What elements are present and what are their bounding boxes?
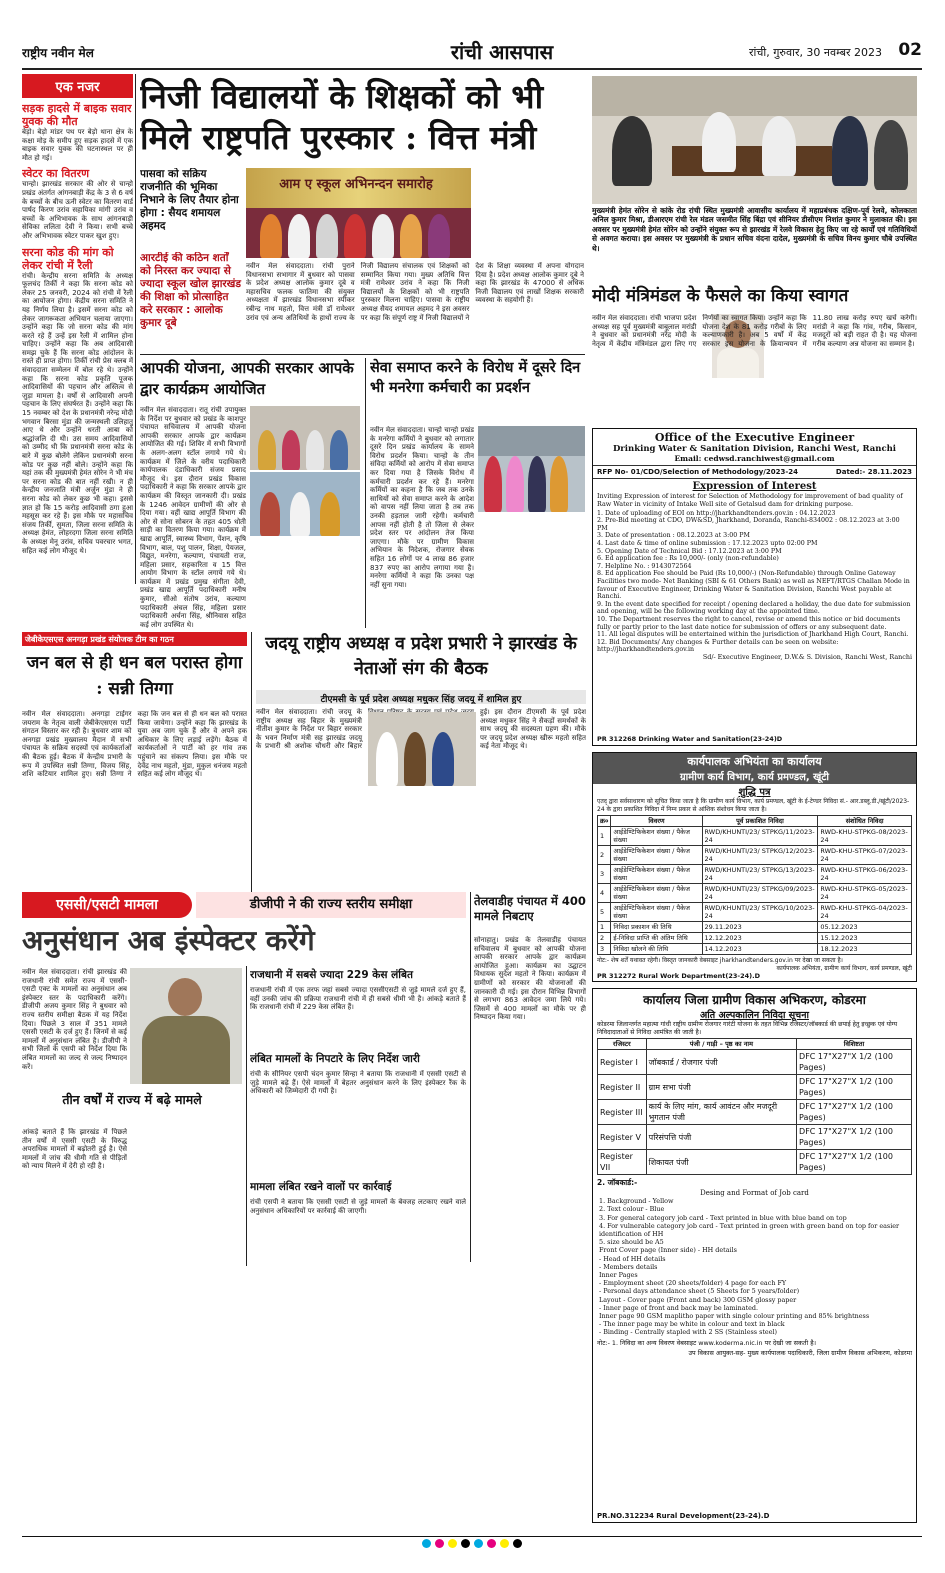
table-row — [598, 933, 912, 944]
koderma-spec-list — [593, 1197, 916, 1336]
table-cell: RWD-KHU-STPKG-07/2023-24 — [818, 846, 912, 865]
ad-item: 2. Pre-Bid meeting at CDO, DW&SD, Jharkhand, Doranda, Ranchi-834002 : 08.12.2023 at 3:00 PM — [597, 517, 900, 532]
table-cell: आईडेण्टिफिकेशन संख्या / पैकेज संख्या — [611, 903, 702, 922]
table-cell: Register VII — [598, 1150, 647, 1175]
table-cell: शिकायत पंजी — [646, 1150, 796, 1175]
sidebar-item — [22, 246, 133, 556]
ad-item: 9. In the event date specified for receipt / opening declared a holiday, the due date for submission and opening, will be the following working day at the appointed time. — [597, 600, 911, 616]
sidebar-item-title: सरना कोड की मांग को लेकर रांची में रैली — [22, 245, 114, 272]
ad-item: 5. Opening Date of Technical Bid : 17.12.2023 at 3:00 PM — [597, 547, 782, 555]
yojana-photo-2 — [250, 472, 360, 536]
khunti-signature: कार्यपालक अभियंता, ग्रामीण कार्य विभाग, कार्य प्रमण्डल, खूंटी — [776, 964, 912, 972]
sidebar-item-body: चान्हो। झारखंड सरकार की ओर से चान्हो प्रखंड अंतर्गत आंगनबाड़ी केंद्र के 3 से 6 वर्ष के बच्चों के बीच ऊनी स्वेटर का वितरण वार्ड पार्षद किरण उरांव सहायिका मांगी उरांव व बच्चों के अभिभावक के साथ आंगनबाड़ी सेविका ललिता देवी ने किया। सभी बच्चे और अभिभावक स्वेटर पाकर खुश हुए। — [22, 180, 133, 240]
scst-box-body: आंकड़े बताते हैं कि झारखंड में पिछले तीन वर्षों में एससी एसटी के विरुद्ध अपराधिक मामलों में बढ़ोतरी हुई है। ऐसे मामलों में जांच की धीमी गति से पीड़ितों को न्याय मिलने में देरी हो रही है। — [22, 1128, 127, 1171]
lead-body: नवीन मेल संवाददाता। रांची पुराने विधानसभा सभागार में बुधवार को पासवा के प्रदेश अध्यक्ष आलोक कुमार दूबे व महासचिव फलक फातिमा की संयुक्त अध्यक्षता में झारखंड विधानसभा स्पीकर रबीन्द्र नाथ महतो, वित्त मंत्री डॉ रामेश्वर उरांव एवं अन्य अतिथियों के हाथों राज्य के निजी विद्यालय संचालक एवं शिक्षकों को सम्मानित किया गया। मुख्य अतिथि वित्त मंत्री रामेश्वर उरांव ने कहा कि निजी विद्यालयों के शिक्षकों को भी राष्ट्रपति पुरस्कार मिलना चाहिए। पासवा के राष्ट्रीय अध्यक्ष सैयद शमायल अहमद ने इस अवसर पर कहा कि संपूर्ण राष्ट्र में निजी विद्यालयों ने देश के शिक्षा व्यवस्था में अपना योगदान दिया है। प्रदेश अध्यक्ष आलोक कुमार दूबे ने कहा कि झारखंड के 47000 से अधिक निजी विद्यालय एवं लाखों शिक्षक सरकारी व्यवस्था के सहयोगी हैं। — [246, 262, 584, 322]
lead-event-photo — [246, 168, 471, 258]
spec-item: - The inner page may be white in colour and text in black — [599, 1320, 785, 1329]
table-cell: RWD-KHU-STPKG-05/2023-24 — [818, 884, 912, 903]
banner-text: आम ए स्कूल अभिनन्दन समारोह — [279, 177, 433, 192]
khunti-subtitle: शुद्धि पत्र — [738, 787, 771, 798]
table-cell: DFC 17"X27"X 1/2 (100 Pages) — [797, 1150, 912, 1175]
koderma-pr-no: PR.NO.312234 Rural Development(23-24).D — [597, 1512, 770, 1520]
table-cell: Register V — [598, 1125, 647, 1150]
table-cell: निविदा प्रकाशन की तिथि — [611, 922, 702, 933]
spec-item: - Binding - Centrally stapled with 2 SS (Stainless steel) — [599, 1328, 778, 1337]
table-cell: आईडेण्टिफिकेशन संख्या / पैकेज संख्या — [611, 846, 702, 865]
table-header-cell: विवरण — [611, 816, 702, 827]
ad-item: 3. Date of presentation : 08.12.2023 at 3:00 PM — [597, 532, 750, 540]
masthead — [22, 38, 922, 66]
sidebar-rule — [135, 74, 136, 584]
spec-item: Front Cover page (Inner side) - HH details — [599, 1246, 737, 1255]
sidebar-item-body: रांची। केन्द्रीय सरना समिति के अध्यक्ष फूलचंद तिर्की ने कहा कि सरना कोड को लेकर 25 जनवरी, 2024 को रांची में रैली का आयोजन होगा। केंद्रीय सरना समिति ने यह निर्णय लिया है। इसमें सरना कोड को लेकर जागरूकता अभियान चलाया जाएगा। उन्होंने कहा कि जो सरना कोड की मांग करते रहे हैं उन्हें इस रैली में शामिल होना चाहिए। उन्होंने कहा कि अब आदिवासी समझ चुके हैं कि सरना कोड आंदोलन के रास्ते ही प्राप्त होगा। तिर्की रांची प्रेस क्लब में संवाददाता सम्मेलन में बोल रहे थे। उन्होंने कहा कि सरना कोड प्रकृति पूजक आदिवासियों की पहचान और अस्तित्व से जुड़ा मामला है। वर्षों से आदिवासी अपनी पहचान के लिए संघर्षरत हैं। उन्होंने कहा कि 15 नवम्बर को देश के प्रधानमंत्री नरेन्द्र मोदी भगवान बिरसा मुंडा की जन्मस्थली उलिहातु आए थे और उन्होंने धरती आबा को श्रद्धांजलि दी थी। उस समय आदिवासियों को उम्मीद थी कि प्रधानमंत्री सरना कोड के बारे में कुछ बोलेंगे लेकिन प्रधानमंत्री सरना कोड पर कुछ नहीं बोले। उन्होंने कहा कि यहां तक की मुख्यमंत्री हेमंत सोरेन ने भी मंच पर सरना कोड की बात नहीं रखी। न ही केन्द्रीय जनजाति मंत्री अर्जुन मुंडा ने ही सरना कोड को लेकर कुछ भी कहा। इससे ज्ञात हो कि 15 करोड़ आदिवासी ठगा हुआ महसूस कर रहे हैं। इस मौके पर महासचिव संजय तिर्की, सुमता, जिला सरना समिति के अध्यक्ष हेमंत, लोहरदगा जिला सरना समिति के अध्यक्ष मेनू उरांव, सचिव पवरचार भगत, सहित कई लोग मौजूद थे। — [22, 271, 133, 555]
table-cell: 18.12.2023 — [818, 944, 912, 955]
registration-dot — [461, 1539, 470, 1548]
table-cell: DFC 17"X27"X 1/2 (100 Pages) — [797, 1075, 912, 1100]
table-cell: 29.11.2023 — [702, 922, 818, 933]
modi-body: नवीन मेल संवाददाता। रांची भाजपा प्रदेश अध्यक्ष सह पूर्व मुख्यमंत्री बाबूलाल मरांडी ने बुधवार को प्रधानमंत्री नरेंद्र मोदी के नेतृत्व में केंद्रीय मंत्रिमंडल द्वारा लिए गए निर्णयों का स्वागत किया। उन्होंने कहा कि योजना देश के 81 करोड़ गरीबों के लिए कल्याणकारी है। अब 5 वर्षों में केंद्र सरकार इस योजना के क्रियान्वयन में 11.80 लाख करोड़ रुपए खर्च करेगी। मरांडी ने कहा कि गांव, गरीब, किसान, मजदूरों को बड़ी राहत दी है। यह योजना गरीब कल्याण अन्न योजना का सम्मान है। — [592, 314, 917, 348]
table-header-cell: रजिस्टर — [598, 1039, 647, 1050]
brand-logo: राष्ट्रीय नवीन मेल — [22, 46, 94, 60]
divider — [140, 354, 585, 355]
table-cell: 4 — [598, 884, 611, 903]
table-cell: Register II — [598, 1075, 647, 1100]
ad-signature: Sd/- Executive Engineer, D.W.& S. Division, Ranchi West, Ranchi — [702, 652, 912, 661]
jdu-meeting-photo — [368, 712, 476, 786]
scst-sub3-title: मामला लंबित रखने वालों पर कार्रवाई — [250, 1181, 392, 1193]
page-number: 02 — [898, 40, 922, 60]
table-cell: 3 — [598, 944, 611, 955]
table-header-cell: संशोधित निविदा — [818, 816, 912, 827]
table-row — [598, 1075, 912, 1100]
ad-drinking-water — [592, 428, 917, 746]
dgp-portrait — [130, 968, 242, 1084]
scst-sub3-body: रांची एसपी ने बताया कि एससी एसटी से जुड़े मामलों के बेवजह लटकाए रखने वाले अनुसंधान अधिकारियों पर कार्रवाई की जाएगी। — [250, 1198, 466, 1215]
scst-box-title: तीन वर्षों में राज्य में बढ़े मामले — [62, 1092, 202, 1107]
spec-item: - Personal days attendance sheet (5 Sheets for 5 years/folder) — [599, 1287, 800, 1296]
dateline: रांची, गुरुवार, 30 नवम्बर 2023 — [749, 46, 882, 59]
table-header-cell: विशिष्टता — [797, 1039, 912, 1050]
scst-body: नवीन मेल संवाददाता। रांची झारखंड की राजधानी रांची समेत राज्य में एससी-एसटी एक्ट के मामलों का अनुसंधान अब इंस्पेक्टर स्तर के पदाधिकारी करेंगे। डीजीपी अजय कुमार सिंह ने बुधवार को राज्य स्तरीय समीक्षा बैठक में यह निर्देश दिया। पिछले 3 साल में 351 मामले एससी एसटी के दर्ज हुए हैं। जिनमें से कई मामलों में अनुसंधान लंबित है। डीजीपी ने सभी जिलों के एसपी को निर्देश दिया कि लंबित मामलों का जल्द से जल्द निष्पादन करें। — [22, 968, 127, 1071]
section-title: रांची आसपास — [450, 40, 554, 64]
ad-item: 11. All legal disputes will be entertained within the jurisdiction of Jharkhand High Court, Ranchi. — [597, 631, 909, 639]
spec-item: - Employment sheet (20 sheets/folder) 4 page for each FY — [599, 1279, 787, 1288]
ad-pr-no: PR 312268 Drinking Water and Sanitation(23-24)D — [597, 735, 783, 743]
table-cell: निविदा खोलने की तिथि — [611, 944, 702, 955]
registration-dot — [474, 1539, 483, 1548]
yojana-body-col2 — [250, 540, 360, 628]
lead-pullquote-1: पासवा को सक्रिय राजनीति की भूमिका निभाने के लिए तैयार होना होगा : सैयद शमायल अहमद — [140, 168, 239, 232]
table-cell: RWD-KHU-STPKG-06/2023-24 — [818, 865, 912, 884]
table-cell: 1 — [598, 827, 611, 846]
lead-headline: निजी विद्यालयों के शिक्षकों को भी मिले राष्ट्रपति पुरस्कार : वित्त मंत्री — [140, 77, 544, 157]
table-cell: परिसंपत्ति पंजी — [646, 1125, 796, 1150]
sidebar-item — [22, 167, 133, 240]
table-cell: Register I — [598, 1050, 647, 1075]
spec-item: - Members details — [599, 1262, 658, 1271]
table-header-cell: पंजी / गाड़ी – पृष्ठ का नाम — [646, 1039, 796, 1050]
koderma-title: कार्यालय जिला ग्रामीण विकास अभिकरण, कोडरमा — [643, 993, 866, 1007]
spec-item: - Head of HH details — [599, 1254, 666, 1263]
registration-dot — [448, 1539, 457, 1548]
table-cell: ई-निविदा प्राप्ति की अंतिम तिथि — [611, 933, 702, 944]
table-cell: 2 — [598, 846, 611, 865]
table-cell: आईडेण्टिफिकेशन संख्या / पैकेज संख्या — [611, 827, 702, 846]
cm-photo-caption: मुख्यमंत्री हेमंत सोरेन से कांके रोड रांची स्थित मुख्यमंत्री आवासीय कार्यालय में महाप्रबंधक दक्षिण-पूर्व रेलवे, कोलकाता अनिल कुमार मिश्रा, डीआरएम रांची रेल मंडल जसमीत सिंह बिंद्रा एवं सीनियर डीसीएम निशांत कुमार ने मुलाकात की। इस अवसर पर मुख्यमंत्री हेमंत सोरेन को उन्होंने संयुक्त रूप से झारखंड में रेलवे विकास हेतु किए जा रहे कार्यों एवं गतिविधियों से अवगत कराया। इस अवसर पर मुख्यमंत्री के प्रधान सचिव वंदना दादेल, मुख्यमंत्री के सचिव विनय कुमार चौबे उपस्थित थे। — [592, 206, 917, 253]
table-header-cell: क्र० — [598, 816, 611, 827]
spec-item: 5. size should be A5 — [599, 1238, 664, 1247]
table-header-cell: पूर्व प्रकाशित निविदा — [702, 816, 818, 827]
divider — [470, 892, 471, 1262]
ad-email: Email: cedwsd.ranchiwest@gmail.com — [674, 454, 835, 463]
mnrega-body-col2 — [478, 516, 585, 628]
table-cell: कार्य के लिए मांग, कार्य आवंटन और मजदूरी भुगतान पंजी — [646, 1100, 796, 1125]
registration-dot — [435, 1539, 444, 1548]
table-row — [598, 903, 912, 922]
table-cell: 5 — [598, 903, 611, 922]
tigga-body: नवीन मेल संवाददाता। अनगड़ा टाईगर जयराम के नेतृत्व वाली जेबीकेएसएस पार्टी संगठन विस्तार कर रही है। बुधवार शाम को अनगड़ा प्रखंड मुख्यालय मैदान में सभी पंचायत के सक्रिय सदस्यों एवं कार्यकर्ताओं की बैठक हुई। बैठक में केन्द्रीय प्रभारी के रूप में उपस्थित सन्नी तिग्गा, विजय सिंह, शशि कटियार शामिल हुए। सन्नी तिग्गा ने कहा कि जन बल से ही धन बल को परास्त किया जायेगा। उन्होंने कहा कि झारखंड के युवा अब जाग चुके हैं और वे अपने हक अधिकार के लिए लड़ाई लड़ेंगे। बैठक में कार्यकर्ताओं ने पार्टी को हर गांव तक पहुंचाने का संकल्प लिया। इस मौके पर देवेंद्र नाथ महतो, मुंडा, मुकुल धनंजय महतो सहित कई लोग मौजूद थे। — [22, 710, 247, 779]
spec-item: 3. For general category job card - Text printed in blue with blue band on top — [599, 1213, 847, 1222]
sidebar-heading: एक नजर — [22, 74, 133, 98]
ad-item-list — [593, 510, 916, 654]
table-cell: आईडेण्टिफिकेशन संख्या / पैकेज संख्या — [611, 884, 702, 903]
koderma-footer-note: नोट:- 1. निविदा का अन्य विवरण वेबसाइट www.koderma.nic.in पर देखी जा सकती है। — [597, 1338, 817, 1347]
table-row — [598, 865, 912, 884]
table-cell: 12.12.2023 — [702, 933, 818, 944]
table-cell: 1 — [598, 922, 611, 933]
table-cell: Register III — [598, 1100, 647, 1125]
jdu-body: नवीन मेल संवाददाता। रांची जदयू के राष्ट्रीय अध्यक्ष सह बिहार के मुख्यमंत्री नीतीश कुमार के निर्देश पर बिहार सरकार के भवन निर्माण मंत्री सह झारखंड जदयू के प्रभारी श्री अशोक चौधरी और बिहार हुई। इस दौरान टीएमसी के पूर्व प्रदेश अध्यक्ष मधुकर सिंह ने सैकड़ों समर्थकों के साथ जदयू की सदस्यता ग्रहण की। मौके पर जदयू प्रदेश अध्यक्ष खीरू महतो सहित कई नेता मौजूद थे। — [256, 708, 586, 751]
table-cell: RWD/KHUNTI/23/ STPKG/13/2023-24 — [702, 865, 818, 884]
registration-dot — [500, 1539, 509, 1548]
tigga-kicker: जेबीकेएसएस अनगड़ा प्रखंड संयोजक टीम का गठन — [22, 632, 247, 646]
ad-item: 4. Last date & time of online submission : 17.12.2023 upto 02:00 PM — [597, 539, 818, 547]
koderma-jobcard-label: 2. जॉबकार्ड:- — [597, 1178, 638, 1188]
table-cell: 2 — [598, 933, 611, 944]
ad-division: Drinking Water & Sanitation Division, Ranchi West, Ranchi — [612, 444, 897, 454]
spec-item: Inner page 90 GSM maplitho paper with single colour printing and 85% brightness — [599, 1312, 870, 1321]
khunti-pr-no: PR 312272 Rural Work Department(23-24).D — [597, 972, 761, 980]
table-row — [598, 922, 912, 933]
jdu-headline: जदयू राष्ट्रीय अध्यक्ष व प्रदेश प्रभारी ने झारखंड के नेताओं संग की बैठक — [265, 634, 577, 679]
spec-item: 4. For vulnerable category job card - Text printed in green with green band on top for easier identification of HH — [599, 1221, 900, 1238]
sidebar-item-title: सड़क हादसे में बाइक सवार युवक की मौत — [22, 102, 132, 128]
table-cell: 3 — [598, 865, 611, 884]
koderma-table — [597, 1038, 912, 1175]
table-row — [598, 1050, 912, 1075]
table-row — [598, 827, 912, 846]
scst-sub1-body: राजधानी रांची में एक तरफ जहां सबसे ज्यादा एससीएसटी से जुड़े मामले दर्ज हुए हैं, वहीं उनकी जांच की प्रक्रिया राजधानी रांची में ही सबसे धीमी भी है। आंकड़े बताते हैं कि राजधानी रांची में 229 केस लंबित हैं। — [250, 986, 466, 1012]
spec-item: 2. Text colour - Blue — [599, 1205, 665, 1214]
table-cell: RWD/KHUNTI/23/ STPKG/11/2023-24 — [702, 827, 818, 846]
ad-office: Office of the Executive Engineer — [654, 431, 855, 444]
table-row — [598, 1150, 912, 1175]
koderma-intro: कोडरमा जिलान्तर्गत महात्मा गांधी राष्ट्रीय ग्रामीण रोजगार गारंटी योजना के तहत विभिन्न रजिस्टर/जॉबकार्ड की छपाई हेतु इच्छुक एवं योग्य निविदादाताओं से निविदा आमंत्रित की जाती है। — [597, 1021, 898, 1036]
registration-dot — [422, 1539, 431, 1548]
teltwadih-body: सोनाहातु। प्रखंड के तेलवाडीह पंचायत सचिवालय में बुधवार को आपकी योजना आपकी सरकार आपके द्वार कार्यक्रम आयोजित हुआ। कार्यक्रम का उद्घाटन विधायक सुदेश महतो ने किया। कार्यक्रम में ग्रामीणों को सरकार की योजनाओं की जानकारी दी गई। इस दौरान विभिन्न विभागों से लगभग 863 आवेदन जमा लिये गये। जिसमें से 400 मामलों का मौके पर ही निष्पादन किया गया। — [474, 936, 586, 1022]
koderma-subtitle: अति अल्पकालिन निविदा सूचना — [700, 1010, 809, 1021]
ad-item: 6. Ed application fee : Rs 10,000/- (only (non-refundable) — [597, 555, 779, 563]
divider — [251, 632, 252, 892]
table-cell: 15.12.2023 — [818, 933, 912, 944]
teltwadih-headline: तेलवाडीह पंचायत में 400 मामले निबटाए — [474, 894, 586, 923]
jdu-subhead: टीएमसी के पूर्व प्रदेश अध्यक्ष मधुकर सिंह जदयू में शामिल हुए — [256, 690, 586, 704]
table-cell: DFC 17"X27"X 1/2 (100 Pages) — [797, 1125, 912, 1150]
ad-item: 10. The Department reserves the right to cancel, revise or amend this notice or bid documents fully or partly prior to the last date notice for submission of offers or any subsequent date. — [597, 615, 901, 631]
scst-sub2-body: रांची के सीनियर एसपी चंदन कुमार सिन्हा ने बताया कि राजधानी में एससी एसटी से जुड़े मामले बढ़े हैं। ऐसे मामलों में बेहतर अनुसंधान करने के लिए इंस्पेक्टर रैंक के अधिकारी को जिम्मेदारी दी गयी है। — [250, 1070, 466, 1096]
ad-rfp-no: RFP No- 01/CDO/Selection of Methodology/2023-24 — [597, 468, 798, 476]
mnrega-headline: सेवा समाप्त करने के विरोध में दूसरे दिन भी मनरेगा कर्मचारी का प्रदर्शन — [370, 359, 581, 396]
divider — [246, 966, 247, 1266]
khunti-table — [597, 815, 912, 955]
mnrega-protest-photo — [478, 426, 585, 512]
table-row — [598, 1100, 912, 1125]
scst-sub2-title: लंबित मामलों के निपटारे के लिए निर्देश जारी — [250, 1053, 420, 1065]
scst-sub1-title: राजधानी में सबसे ज्यादा 229 केस लंबित — [250, 969, 413, 981]
table-row — [598, 1125, 912, 1150]
khunti-title-2: ग्रामीण कार्य विभाग, कार्य प्रमण्डल, खूंटी — [680, 772, 829, 783]
modi-headline: मोदी मंत्रिमंडल के फैसले का किया स्वागत — [592, 286, 849, 306]
scst-headline: अनुसंधान अब इंस्पेक्टर करेंगे — [22, 924, 315, 957]
table-cell: RWD-KHU-STPKG-04/2023-24 — [818, 903, 912, 922]
ad-item: 1. Date of uploading of EOI on http://jharkhandtenders.gov.in : 04.12.2023 — [597, 509, 836, 517]
cm-meeting-photo — [592, 76, 917, 204]
scst-tag: एससी/एसटी मामला — [22, 892, 192, 918]
table-cell: RWD-KHU-STPKG-08/2023-24 — [818, 827, 912, 846]
ad-dated: Dated:- 28.11.2023 — [835, 468, 912, 476]
mnrega-body: नवीन मेल संवाददाता। चान्हो चान्हो प्रखंड के मनरेगा कर्मियों ने बुधवार को लगातार दूसरे दिन प्रखंड कार्यालय के सामने विरोध प्रदर्शन किया। चान्हो के तीन संविदा कर्मियों को आरोप में सेवा समाप्त कर दिया गया है जिसके विरोध में कर्मचारी प्रदर्शन कर रहे हैं। मनरेगा कर्मियों का कहना है कि जब तक उनके साथियों को सेवा समाप्त करने के आदेश को वापस नहीं लिया जाता है तब तक उनकी हड़ताल जारी रहेगी। कर्मचारी आपस नहीं होती है तो जिला से लेकर प्रदेश स्तर पर आंदोलन तेज किया जाएगा। मौके पर ग्रामीण विकास अभियान के निदेशक, रोजगार सेवक सहित 16 लोगों पर 4 लाख 86 हजार 837 रुपए का आरोप लगाया गया है। मनरेगा कर्मियों ने कहा कि उनका पक्ष नहीं सुना गया। — [370, 426, 474, 589]
spec-item: Inner Pages — [599, 1271, 638, 1280]
yojana-body-col1: नवीन मेल संवाददाता। रातू रांची उपायुक्त के निर्देश पर बुधवार को प्रखंड के काशपुर पंचायत सचिवालय में आपकी योजना आपकी सरकार आपके द्वार कार्यक्रम आयोजित की गई। शिविर में सभी विभागों के अलग-अलग स्टॉल लगाये गये थे। कार्यक्रम में जिले के वरीय पदाधिकारी कार्यपालक दंडाधिकारी संजय प्रसाद मौजूद थे। इस दौरान प्रखंड विकास पदाधिकारी ने कहा कि सरकार आपके द्वार कार्यक्रम की विस्तृत जानकारी दी। प्रखंड के 1246 आवेदन ग्रामीणों की ओर से दिया गया। वहीं खाद्य आपूर्ति विभाग की ओर से सोना सोबरन के तहत 405 धोती साड़ी का वितरण किया गया। कार्यक्रम में खाद्य आपूर्ति, स्वास्थ्य विभाग, पेंशन, कृषि विभाग, बाल, पशु पालन, शिक्षा, पेयजल, विद्युत, मनरेगा, कल्याण, पंचायती राज, महिला प्रसार, सहकारिता व 15 वित्त आयोग विभाग के स्टॉल लगाये गये थे। कार्यक्रम में प्रखंड प्रमुख संगीता देवी, प्रखंड खाद्य आपूर्ति पदाधिकारी मनीष कुमार, सीओ संतोष उरांव, कल्याण पदाधिकारी अंचल सिंह, महिला प्रसार पदाधिकारी अर्चना सिंह, श्रीनिवास सहित कई लोग उपस्थित थे। — [140, 406, 246, 628]
table-row — [598, 944, 912, 955]
table-cell: जॉबकार्ड / रोजगार पंजी — [646, 1050, 796, 1075]
tigga-headline: जन बल से ही धन बल परास्त होगा : सन्नी तिग्गा — [26, 653, 243, 699]
khunti-note: नोट:- शेष शर्तें यथावत रहेगी। विस्तृत जानकारी वेबसाइट jharkhandtenders.gov.in पर देखा जा सकता है। — [597, 957, 843, 964]
table-row — [598, 846, 912, 865]
table-cell: RWD/KHUNTI/23/ STPKG/09/2023-24 — [702, 884, 818, 903]
ad-eoi-title: Expression of Interest — [692, 481, 817, 492]
table-cell: 05.12.2023 — [818, 922, 912, 933]
table-cell: 14.12.2023 — [702, 944, 818, 955]
ad-koderma-tender — [592, 988, 917, 1523]
table-row — [598, 884, 912, 903]
sidebar-item — [22, 102, 133, 162]
sidebar-item-title: स्वेटर का वितरण — [22, 167, 90, 181]
registration-dot — [513, 1539, 522, 1548]
koderma-signature: उप विकास आयुक्त-सह- मुख्य कार्यपालक पदाधिकारी, जिला ग्रामीण विकास अभिकरण, कोडरमा — [688, 1348, 912, 1357]
table-cell: DFC 17"X27"X 1/2 (100 Pages) — [797, 1100, 912, 1125]
koderma-design-title: Desing and Format of Job card — [700, 1189, 809, 1198]
color-registration-bar — [22, 1536, 922, 1548]
spec-item: Layout - Cover page (Front and back) 300 GSM glossy paper — [599, 1295, 797, 1304]
masthead-rule — [22, 68, 922, 70]
table-cell: DFC 17"X27"X 1/2 (100 Pages) — [797, 1050, 912, 1075]
table-cell: RWD/KHUNTI/23/ STPKG/12/2023-24 — [702, 846, 818, 865]
khunti-title-1: कार्यपालक अभियंता का कार्यालय — [687, 755, 822, 768]
spec-item: 1. Background - Yellow — [599, 1197, 674, 1206]
ad-item: 8. Ed application Fee should be Paid (Rs 10,000/-) (Non-Refundable) through Online Gateway Facilities two mode- Net Banking (SBI & 61 Others Bank) as well as NEFT/RTGS Challan Mode in favour of Executive Engineer, Drinking Water & Sanitation Division, Ranchi West payable at Ranchi. — [597, 570, 910, 601]
spec-item: - Inner page of front and back may be laminated. — [599, 1303, 759, 1312]
scst-kicker: डीजीपी ने की राज्य स्तरीय समीक्षा — [196, 892, 466, 918]
lead-pullquote-2: आरटीई की कठिन शर्तों को निरस्त कर ज्यादा से ज्यादा स्कूल खोल झारखंड की शिक्षा को प्रोत्साहित करे सरकार : आलोक कुमार दूबे — [140, 252, 241, 329]
ad-khunti-corrigendum — [592, 752, 917, 982]
table-cell: RWD/KHUNTI/23/ STPKG/10/2023-24 — [702, 903, 818, 922]
ad-intro: Inviting Expression of interest for Selection of Methodology for improvement of bad quality of Raw Water in vicinity of Intake Well site of Getalsud dam for drinking purpose. — [597, 492, 903, 508]
table-cell: ग्राम सभा पंजी — [646, 1075, 796, 1100]
ad-item: 7. Helpline No. : 9143072564 — [597, 562, 692, 570]
registration-dot — [487, 1539, 496, 1548]
yojana-photo-1 — [250, 406, 360, 470]
yojana-headline: आपकी योजना, आपकी सरकार आपके द्वार कार्यक्रम आयोजित — [140, 359, 354, 398]
table-cell: आईडेण्टिफिकेशन संख्या / पैकेज संख्या — [611, 865, 702, 884]
ad-item: 12. Bid Documents/ Any changes & Further details can be seen on website: http://jharkhandtenders.gov.in — [597, 638, 839, 654]
divider — [365, 358, 366, 628]
scst-body-col2 — [130, 1090, 242, 1260]
sidebar-item-body: बेड़ो। बेड़ो मांडर पथ पर बेड़ो थाना क्षेत्र के कक्षा मोड़ के समीप हुए सड़क हादसे में एक बाइक सवार युवक की घटनास्थल पर ही मौत हो गई। — [22, 128, 133, 162]
khunti-intro: एतद् द्वारा सर्वसाधारण को सूचित किया जाता है कि ग्रामीण कार्य विभाग, कार्य प्रमण्डल, खूंटी के ई-टेण्डर निविदा सं.- आर.डब्लू.डी./खूंटी/2023-24 के द्वारा प्रकाशित निविदा में निम्न प्रकार से आंशिक संशोधन किया जाता है। — [597, 798, 910, 813]
